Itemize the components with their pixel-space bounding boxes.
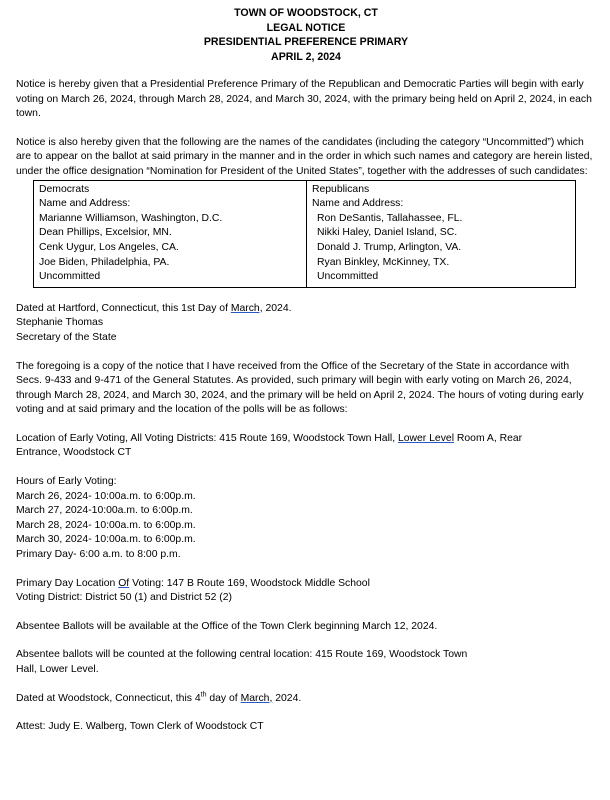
hours-line: Primary Day- 6:00 a.m. to 8:00 p.m. (16, 549, 181, 561)
secretary-signature-block (16, 302, 596, 346)
candidates-paragraph: Notice is also hereby given that the following are the names of the candidates (including the category “Uncommitted”) which are to appear on the ballot at said primary in the manner and in the order in which such names and category are herein listed, under the office designation “Nomination for President of the United States”, together with the addresses of such candidates: (16, 136, 593, 177)
foregoing-paragraph: The foregoing is a copy of the notice that I have received from the Office of the Secretary of the State in accordance with Secs. 9-433 and 9-471 of the General Statutes. As provided, such primary will begin with early voting on March 26, 2024, through March 28, 2024, and March 30, 2024, and the primary will be held on April 2, 2024. The hours of voting during early voting and at said primary and the location of the polls will be as follows: (16, 360, 584, 416)
of-underlined: Of (118, 577, 130, 589)
candidate-entry: Donald J. Trump, Arlington, VA. (317, 241, 462, 253)
candidate-entry: Uncommitted (317, 271, 379, 283)
republicans-column (307, 181, 575, 287)
candidate-entry: Cenk Uygur, Los Angeles, CA. (39, 241, 179, 253)
notice-type: LEGAL NOTICE (266, 21, 346, 34)
candidate-entry: Uncommitted (39, 271, 101, 283)
month-underlined: March, (230, 302, 263, 314)
legal-notice-page (16, 6, 596, 735)
candidate-entry: Ryan Binkley, McKinney, TX. (317, 256, 450, 268)
hours-line: March 30, 2024- 10:00a.m. to 6:00p.m. (16, 534, 196, 546)
candidate-entry: Ron DeSantis, Tallahassee, FL. (317, 212, 463, 224)
absentee-availability: Absentee Ballots will be available at the Office of the Town Clerk beginning March 12, 2024. (16, 620, 438, 632)
attest-line: Attest: Judy E. Walberg, Town Clerk of Woodstock CT (16, 721, 264, 733)
republicans-subheading: Name and Address: (312, 198, 404, 210)
democrats-heading: Democrats (39, 183, 90, 195)
primary-title: PRESIDENTIAL PREFERENCE PRIMARY (203, 36, 409, 48)
early-voting-location: Location of Early Voting, All Voting Districts: 415 Route 169, Woodstock Town Hall, Lower Level Room A, Rear Entrance, Woodstock CT (16, 432, 523, 459)
candidates-table (33, 180, 576, 288)
candidate-entry: Dean Phillips, Excelsior, MN. (39, 227, 172, 239)
dated-hartford: Dated at Hartford, Connecticut, this 1st Day of March, 2024. (16, 302, 292, 314)
hours-line: March 27, 2024-10:00a.m. to 6:00p.m. (16, 505, 193, 517)
primary-day-location: Primary Day Location Of Voting: 147 B Route 169, Woodstock Middle School Voting District: District 50 (1) and District 52 (2) (16, 577, 596, 606)
democrats-subheading: Name and Address: (39, 198, 131, 210)
month-underlined: March, (240, 692, 273, 704)
absentee-counting: Absentee ballots will be counted at the following central location: 415 Route 169, Woodstock Town Hall, Lower Level. (16, 649, 468, 675)
lower-level-underlined: Lower Level (397, 432, 454, 444)
secretary-title: Secretary of the State (16, 331, 117, 343)
candidate-entry: Joe Biden, Philadelphia, PA. (39, 256, 170, 268)
hours-line: March 28, 2024- 10:00a.m. to 6:00p.m. (16, 519, 196, 531)
democrats-column (34, 181, 307, 287)
notice-header (16, 6, 596, 64)
intro-paragraph: Notice is hereby given that a Presidential Preference Primary of the Republican and Democratic Parties will begin with early voting on March 26, 2024, through March 28, 2024, and March 30, 2024, with the primary being held on April 2, 2024, in each town. (16, 79, 592, 120)
dated-woodstock: Dated at Woodstock, Connecticut, this 4th day of March, 2024. (16, 691, 302, 704)
voting-district: Voting District: District 50 (1) and District 52 (2) (16, 592, 232, 604)
primary-date: APRIL 2, 2024 (271, 50, 341, 63)
town-title: TOWN OF WOODSTOCK, CT (234, 7, 378, 19)
hours-line: March 26, 2024- 10:00a.m. to 6:00p.m. (16, 490, 196, 502)
candidate-entry: Marianne Williamson, Washington, D.C. (39, 212, 223, 224)
secretary-name: Stephanie Thomas (16, 317, 104, 329)
hours-heading: Hours of Early Voting: (16, 476, 117, 488)
republicans-heading: Republicans (312, 183, 370, 195)
candidate-entry: Nikki Haley, Daniel Island, SC. (317, 227, 458, 239)
early-voting-hours (16, 475, 596, 563)
